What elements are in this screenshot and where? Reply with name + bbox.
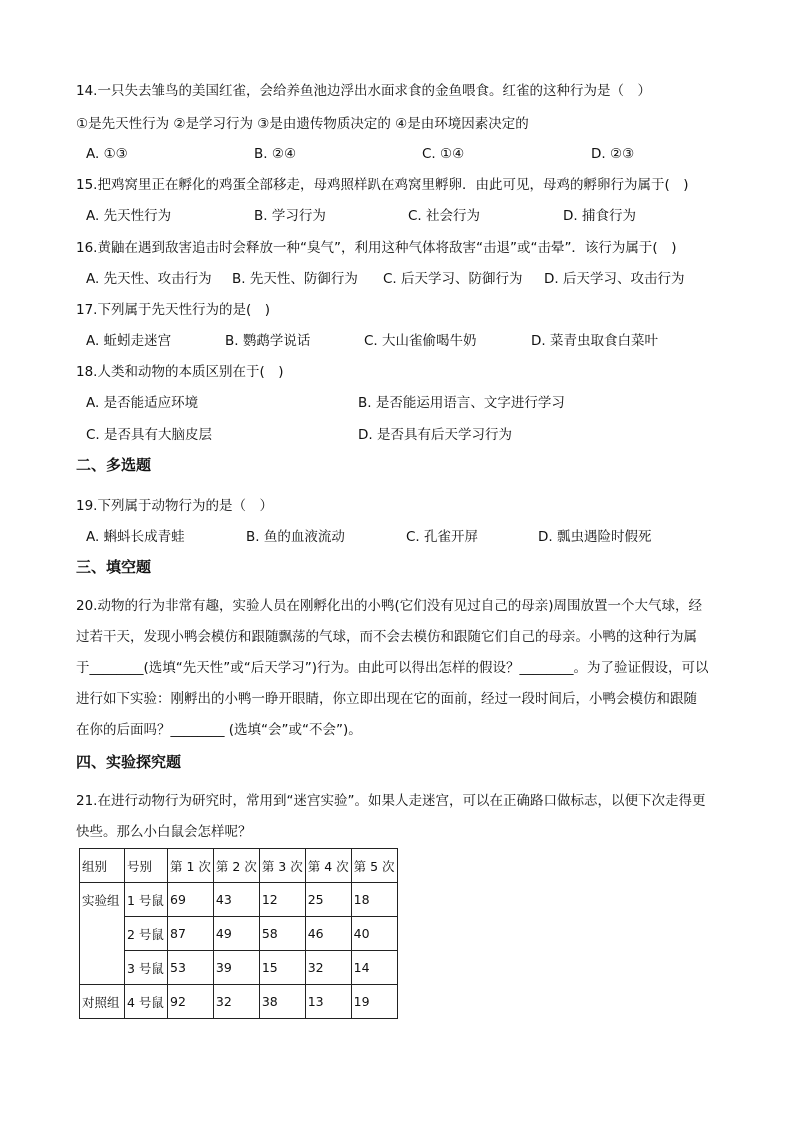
table-cell: 32 [213, 985, 259, 1019]
q17-option-c[interactable]: C. 大山雀偷喝牛奶 [364, 333, 477, 349]
q16-option-c[interactable]: C. 后天学习、防御行为 [383, 271, 523, 287]
table-cell: 69 [168, 883, 214, 917]
q16-options [86, 269, 726, 289]
q15-option-b[interactable]: B. 学习行为 [254, 208, 326, 224]
table-cell: 39 [213, 951, 259, 985]
q14-stem: 14.一只失去雏鸟的美国红雀，会给养鱼池边浮出水面求食的金鱼喂食。红雀的这种行为是（ ） [76, 83, 651, 99]
section-heading-fill-in: 三、填空题 [76, 558, 152, 576]
table-cell: 58 [259, 917, 305, 951]
table-cell-mouse-id: 3 号鼠 [125, 951, 168, 985]
maze-experiment-table [79, 848, 398, 1019]
q18-option-a[interactable]: A. 是否能适应环境 [86, 395, 199, 411]
table-cell: 14 [351, 951, 397, 985]
section-heading-experiment: 四、实验探究题 [76, 753, 182, 771]
q15-option-c[interactable]: C. 社会行为 [408, 208, 481, 224]
q18-options-row2 [86, 425, 726, 445]
q21-paragraph [76, 786, 721, 848]
q19-option-a[interactable]: A. 蝌蚪长成青蛙 [86, 529, 185, 545]
table-cell: 46 [305, 917, 351, 951]
table-cell: 15 [259, 951, 305, 985]
q16-option-b[interactable]: B. 先天性、防御行为 [232, 271, 358, 287]
q21-line-1: 21.在进行动物行为研究时，常用到“迷宫实验”。如果人走迷宫，可以在正确路口做标志，以便下次走得更 [76, 793, 706, 809]
table-cell-mouse-id: 1 号鼠 [125, 883, 168, 917]
q14-option-a[interactable]: A. ①③ [86, 146, 128, 162]
q14-option-b[interactable]: B. ②④ [254, 146, 297, 162]
q14-option-c[interactable]: C. ①④ [422, 146, 465, 162]
table-cell: 92 [168, 985, 214, 1019]
q20-line-5: 在你的后面吗？________ (选填“会”或“不会”)。 [76, 722, 362, 738]
q18-option-c[interactable]: C. 是否具有大脑皮层 [86, 427, 213, 443]
table-cell: 32 [305, 951, 351, 985]
table-row [80, 883, 398, 917]
q20-line-2: 过若干天，发现小鸭会模仿和跟随飘荡的气球，而不会去模仿和跟随它们自己的母亲。小鸭的这种行为属 [76, 629, 697, 645]
table-header-cell: 第 4 次 [305, 849, 351, 883]
table-row [80, 917, 398, 951]
q18-options-row1 [86, 393, 726, 413]
q17-option-a[interactable]: A. 蚯蚓走迷宫 [86, 333, 172, 349]
q17-stem: 17.下列属于先天性行为的是( ) [76, 302, 271, 318]
q14-option-d[interactable]: D. ②③ [591, 146, 635, 162]
q16-option-a[interactable]: A. 先天性、攻击行为 [86, 271, 212, 287]
table-header-cell: 号别 [125, 849, 168, 883]
q19-options [86, 527, 726, 547]
q20-line-3: 于________(选填“先天性”或“后天学习”)行为。由此可以得出怎样的假设？________。为了验证假设，可以 [76, 660, 709, 676]
table-header-cell: 组别 [80, 849, 125, 883]
table-cell-mouse-id: 4 号鼠 [125, 985, 168, 1019]
table-header-cell: 第 3 次 [259, 849, 305, 883]
table-header-cell: 第 2 次 [213, 849, 259, 883]
section-heading-multiple-choice: 二、多选题 [76, 456, 152, 474]
q18-option-d[interactable]: D. 是否具有后天学习行为 [358, 427, 512, 443]
table-cell: 40 [351, 917, 397, 951]
q18-option-b[interactable]: B. 是否能运用语言、文字进行学习 [358, 395, 565, 411]
q17-options [86, 331, 726, 351]
table-cell: 19 [351, 985, 397, 1019]
table-row [80, 985, 398, 1019]
q20-line-1: 20.动物的行为非常有趣，实验人员在刚孵化出的小鸭(它们没有见过自己的母亲)周围放置一个大气球，经 [76, 598, 703, 614]
q17-option-b[interactable]: B. 鹦鹉学说话 [225, 333, 311, 349]
table-header-cell: 第 1 次 [168, 849, 214, 883]
q18-stem: 18.人类和动物的本质区别在于( ) [76, 364, 284, 380]
q15-option-a[interactable]: A. 先天性行为 [86, 208, 172, 224]
table-cell: 13 [305, 985, 351, 1019]
q17-option-d[interactable]: D. 菜青虫取食白菜叶 [531, 333, 658, 349]
table-cell: 38 [259, 985, 305, 1019]
group-experimental-cell: 实验组 [80, 883, 125, 985]
q19-option-c[interactable]: C. 孔雀开屏 [406, 529, 479, 545]
q21-line-2: 快些。那么小白鼠会怎样呢？ [76, 824, 252, 840]
q20-line-4: 进行如下实验：刚孵出的小鸭一睁开眼睛，你立即出现在它的面前，经过一段时间后，小鸭会模仿和跟随 [76, 691, 697, 707]
q16-stem: 16.黄鼬在遇到敌害追击时会释放一种“臭气”，利用这种气体将敌害“击退”或“击晕”．该行为属于( ) [76, 240, 677, 256]
q15-option-d[interactable]: D. 捕食行为 [563, 208, 636, 224]
table-cell: 87 [168, 917, 214, 951]
table-cell: 25 [305, 883, 351, 917]
q19-stem: 19.下列属于动物行为的是（ ） [76, 498, 273, 514]
table-cell-mouse-id: 2 号鼠 [125, 917, 168, 951]
table-header-row [80, 849, 398, 883]
q19-option-d[interactable]: D. 瓢虫遇险时假死 [538, 529, 652, 545]
table-cell: 12 [259, 883, 305, 917]
group-control-cell: 对照组 [80, 985, 125, 1019]
table-header-cell: 第 5 次 [351, 849, 397, 883]
q15-stem: 15.把鸡窝里正在孵化的鸡蛋全部移走，母鸡照样趴在鸡窝里孵卵．由此可见，母鸡的孵卵行为属于( ) [76, 177, 689, 193]
q19-option-b[interactable]: B. 鱼的血液流动 [246, 529, 345, 545]
q14-options [86, 144, 726, 164]
q14-statements: ①是先天性行为 ②是学习行为 ③是由遗传物质决定的 ④是由环境因素决定的 [76, 116, 529, 132]
q20-paragraph [76, 591, 721, 746]
table-row [80, 951, 398, 985]
table-cell: 49 [213, 917, 259, 951]
table-cell: 43 [213, 883, 259, 917]
q16-option-d[interactable]: D. 后天学习、攻击行为 [544, 271, 685, 287]
q15-options [86, 206, 726, 226]
table-cell: 53 [168, 951, 214, 985]
table-cell: 18 [351, 883, 397, 917]
